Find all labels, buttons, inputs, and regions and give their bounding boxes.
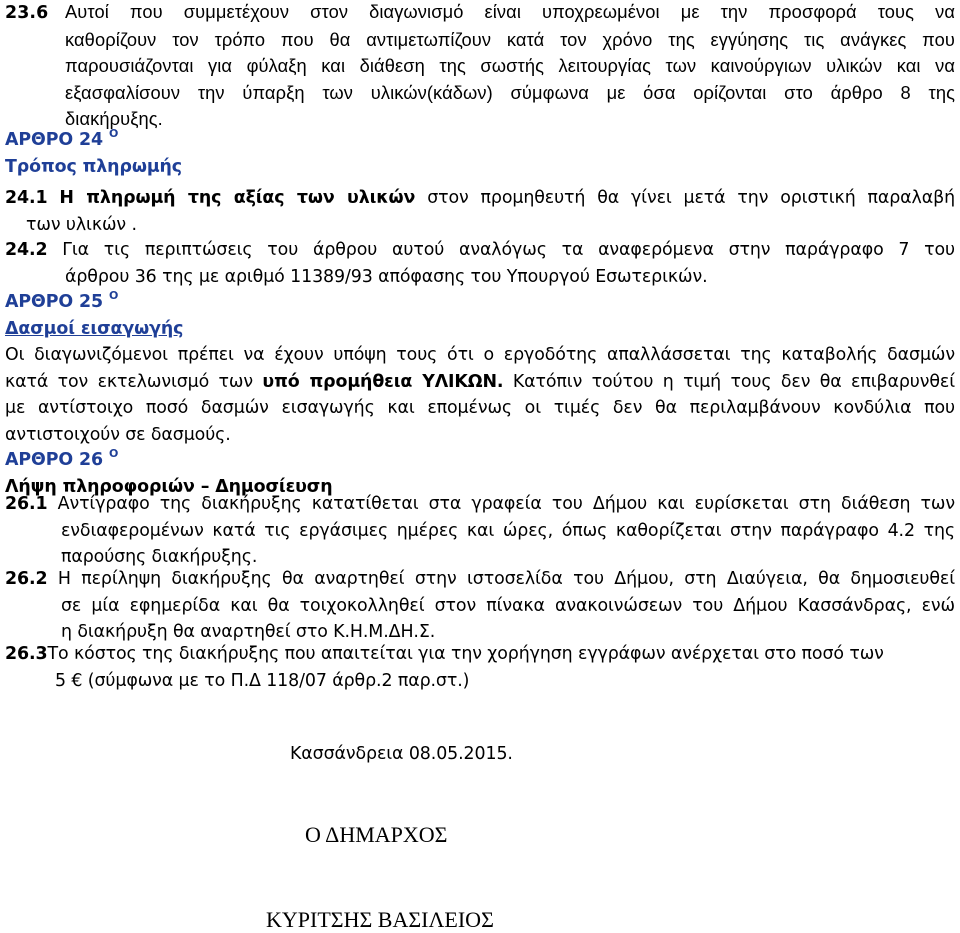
article-24	[5, 127, 955, 180]
article-heading	[5, 447, 955, 474]
paragraph-text-line: διακήρυξης.	[65, 108, 163, 129]
paragraph-text: στον προμηθευτή θα γίνει μετά την οριστική παραλαβή	[427, 188, 955, 208]
paragraph-26-2	[5, 566, 955, 646]
article-heading-text: ΑΡΘΡΟ 24	[5, 130, 103, 150]
paragraph-26-2-line1	[5, 566, 955, 593]
article-heading-superscript: Ο	[108, 289, 119, 302]
paragraph-26-1-line1	[5, 491, 955, 518]
paragraph-text: Για τις περιπτώσεις του άρθρου αυτού αναλόγως τα αναφερόμενα στην παράγραφο 7 του	[62, 240, 955, 260]
paragraph-text-line: εξασφαλίσουν την ύπαρξη των υλικών(κάδων) σύμφωνα με όσα ορίζονται στο άρθρο 8 της	[65, 81, 955, 103]
article-heading	[5, 127, 955, 154]
paragraph-text: Το κόστος της διακήρυξης που απαιτείται για την χορήγηση εγγράφων ανέρχεται στο ποσό των	[47, 644, 884, 664]
paragraph-text-line: παρούσης διακήρυξης.	[61, 547, 258, 567]
paragraph-text: κατά τον εκτελωνισμό των	[5, 371, 254, 392]
bold-phrase: υπό προμήθεια ΥΛΙΚΩΝ.	[262, 371, 504, 392]
paragraph-24-1-line1	[5, 185, 955, 212]
paragraph-text-line: αντιστοιχούν σε δασμούς.	[5, 424, 231, 445]
paragraph-text-line: Αυτοί που συμμετέχουν στον διαγωνισμό είναι υποχρεωμένοι με την προσφορά τους να	[65, 1, 955, 22]
article-heading-text: ΑΡΘΡΟ 26	[5, 450, 103, 470]
paragraph-text: Κατόπιν τούτου η τιμή τους δεν θα επιβαρυνθεί	[512, 371, 955, 392]
article-heading-superscript: Ο	[108, 447, 119, 460]
paragraph-text-line: των υλικών .	[26, 214, 137, 235]
section-23-6	[5, 0, 955, 133]
paragraph-number: 24.2	[5, 240, 48, 260]
paragraph-number: 26.3	[5, 644, 48, 664]
paragraph-26-1	[5, 491, 955, 571]
paragraph-text-line: η διακήρυξη θα αναρτηθεί στο Κ.Η.Μ.ΔΗ.Σ.	[61, 622, 436, 642]
article-heading-text: ΑΡΘΡΟ 25	[5, 292, 103, 312]
paragraph-text-line: παρουσιάζονται για φύλαξη και διάθεση της σωστής λειτουργίας των καινούργιων υλικών και να	[65, 55, 955, 76]
article-title-text: Λήψη πληροφοριών – Δημοσίευση	[5, 476, 333, 497]
paragraph-text: Η περίληψη διακήρυξης θα αναρτηθεί στην ιστοσελίδα του Δήμου, στη Διαύγεια, θα δημοσιευθεί	[57, 569, 955, 589]
paragraph-text-line: άρθρου 36 της με αριθμό 11389/93 απόφασης του Υπουργού Εσωτερικών.	[65, 266, 708, 287]
paragraph-number: 24.1	[5, 188, 48, 208]
article-25	[5, 289, 955, 448]
article-heading	[5, 289, 955, 316]
paragraph-number: 26.2	[5, 569, 48, 589]
paragraph-text-line: ενδιαφερομένων κατά τις εργάσιμες ημέρες και ώρες, όπως καθορίζεται στην παράγραφο 4.2 της	[61, 520, 955, 541]
paragraph-text-line: καθορίζουν τον τρόπο που θα αντιμετωπίζουν κατά τον χρόνο της εγγύησης τις ανάγκες που	[65, 28, 955, 50]
paragraph-text-line: σε μία εφημερίδα και θα τοιχοκολληθεί στον πίνακα ανακοινώσεων του Δήμου Κασσάνδρας, ενώ	[61, 595, 955, 616]
paragraph-text-line: Οι διαγωνιζόμενοι πρέπει να έχουν υπόψη τους ότι ο εργοδότης απαλλάσσεται της καταβολής δασμών	[5, 345, 955, 365]
signer-name: ΚΥΡΙΤΣΗΣ ΒΑΣΙΛΕΙΟΣ	[266, 907, 494, 932]
paragraph-24-2	[5, 237, 955, 290]
paragraph-24-2-line1	[5, 237, 955, 264]
article-title: Δασμοί εισαγωγής	[5, 318, 184, 339]
paragraph-text-line: με αντίστοιχο ποσό δασμών εισαγωγής και επομένως οι τιμές δεν θα περιλαμβάνουν κονδύλια που	[5, 398, 955, 418]
paragraph-26-3-line1	[5, 641, 955, 668]
paragraph-24-1	[5, 185, 955, 238]
place-and-date: Κασσάνδρεια 08.05.2015.	[290, 744, 513, 764]
paragraph-text-line: 5 € (σύμφωνα με το Π.Δ 118/07 άρθρ.2 παρ.στ.)	[55, 670, 470, 691]
paragraph-number: 26.1	[5, 494, 48, 514]
article-title: Τρόπος πληρωμής	[5, 156, 183, 177]
article-heading-superscript: Ο	[108, 127, 119, 140]
signer-title: Ο ΔΗΜΑΡΧΟΣ	[305, 822, 448, 847]
paragraph-text-line	[5, 369, 955, 396]
bold-phrase: Η πληρωμή της αξίας των υλικών	[59, 188, 416, 208]
paragraph-26-3	[5, 641, 955, 694]
paragraph-number: 23.6	[5, 3, 49, 23]
paragraph-text: Αντίγραφο της διακήρυξης κατατίθεται στα γραφεία του Δήμου και ευρίσκεται στη διάθεση των	[57, 494, 955, 514]
